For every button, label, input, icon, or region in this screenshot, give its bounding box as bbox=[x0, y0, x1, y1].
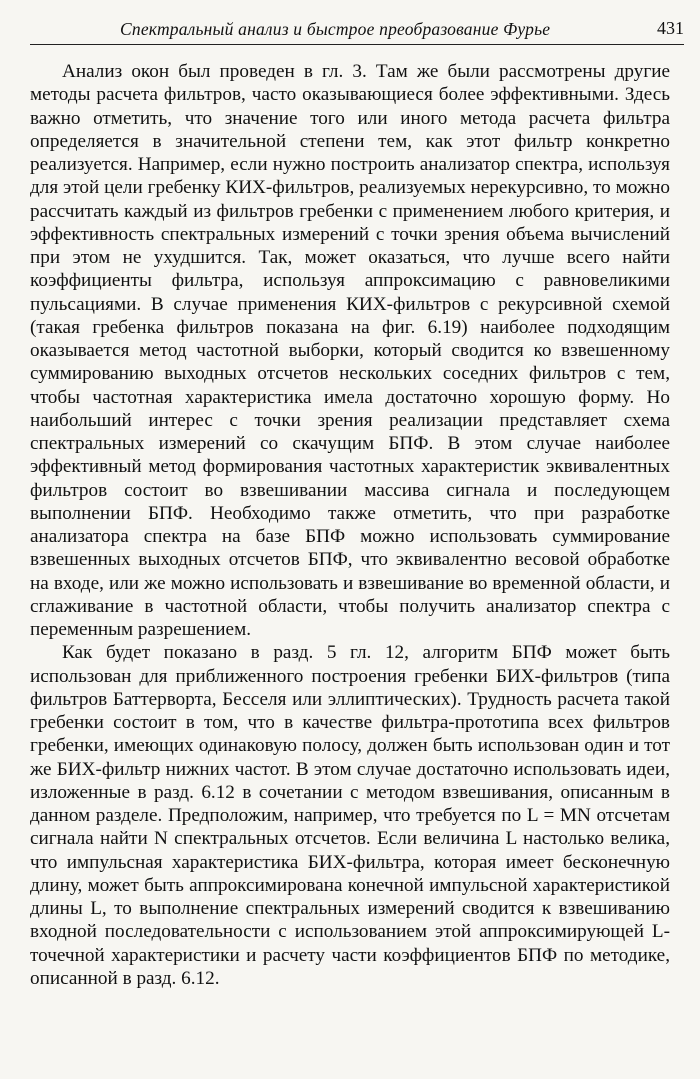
running-title: Спектральный анализ и быстрое преобразование Фурье bbox=[120, 19, 551, 39]
paragraph-2: Как будет показано в разд. 5 гл. 12, алгоритм БПФ может быть использован для приближенного построения гребенки БИХ-фильтров (типа фильтров Баттерворта, Бесселя или эллиптических). Трудность расчета такой гребенки состоит в том, что в качестве фильтра-прототипа всех фильтров гребенки, имеющих одинаковую полосу, должен быть использован один и тот же БИХ-фильтр нижних частот. В этом случае достаточно использовать идеи, изложенные в разд. 6.12 в сочетании с методом взвешивания, описанным в данном разделе. Предположим, например, что требуется по L = MN отсчетам сигнала найти N спектральных отсчетов. Если величина L настолько велика, что импульсная характеристика БИХ-фильтра, которая имеет бесконечную длину, может быть аппроксимирована конечной импульсной характеристикой длины L, то выполнение спектральных измерений сводится к взвешиванию входной последовательности с использованием этой аппроксимирующей L-точечной характеристики и расчету части коэффициентов БПФ по методике, описанной в разд. 6.12. bbox=[30, 642, 670, 989]
body-text bbox=[30, 60, 670, 990]
paragraph-1: Анализ окон был проведен в гл. 3. Там же были рассмотрены другие методы расчета фильтров, часто оказывающиеся более эффективными. Здесь важно отметить, что значение того или иного метода расчета фильтра определяется в значительной степени тем, как этот фильтр конкретно реализуется. Например, если нужно построить анализатор спектра, используя для этой цели гребенку КИХ-фильтров, реализуемых нерекурсивно, то можно рассчитать каждый из фильтров гребенки с применением любого критерия, и эффективность спектральных измерений с точки зрения объема вычислений при этом не ухудшится. Так, может оказаться, что лучше всего найти коэффициенты фильтра, используя аппроксимацию с равновеликими пульсациями. В случае применения КИХ-фильтров с рекурсивной схемой (такая гребенка фильтров показана на фиг. 6.19) наиболее подходящим оказывается метод частотной выборки, который сводится ко взвешенному суммированию выходных отсчетов нескольких соседних фильтров с тем, чтобы частотная характеристика имела достаточно хорошую форму. Но наибольший интерес с точки зрения реализации представляет схема спектральных измерений со скачущим БПФ. В этом случае наиболее эффективный метод формирования частотных характеристик эквивалентных фильтров состоит во взвешивании массива сигнала и последующем выполнении БПФ. Необходимо также отметить, что при разработке анализатора спектра на базе БПФ можно использовать суммирование взвешенных выходных отсчетов БПФ, что эквивалентно весовой обработке на входе, или же можно использовать и взвешивание во временной области, и сглаживание в частотной области, чтобы получить анализатор спектра с переменным разрешением. bbox=[30, 61, 670, 640]
running-header bbox=[30, 14, 684, 45]
page-number: 431 bbox=[657, 18, 684, 38]
